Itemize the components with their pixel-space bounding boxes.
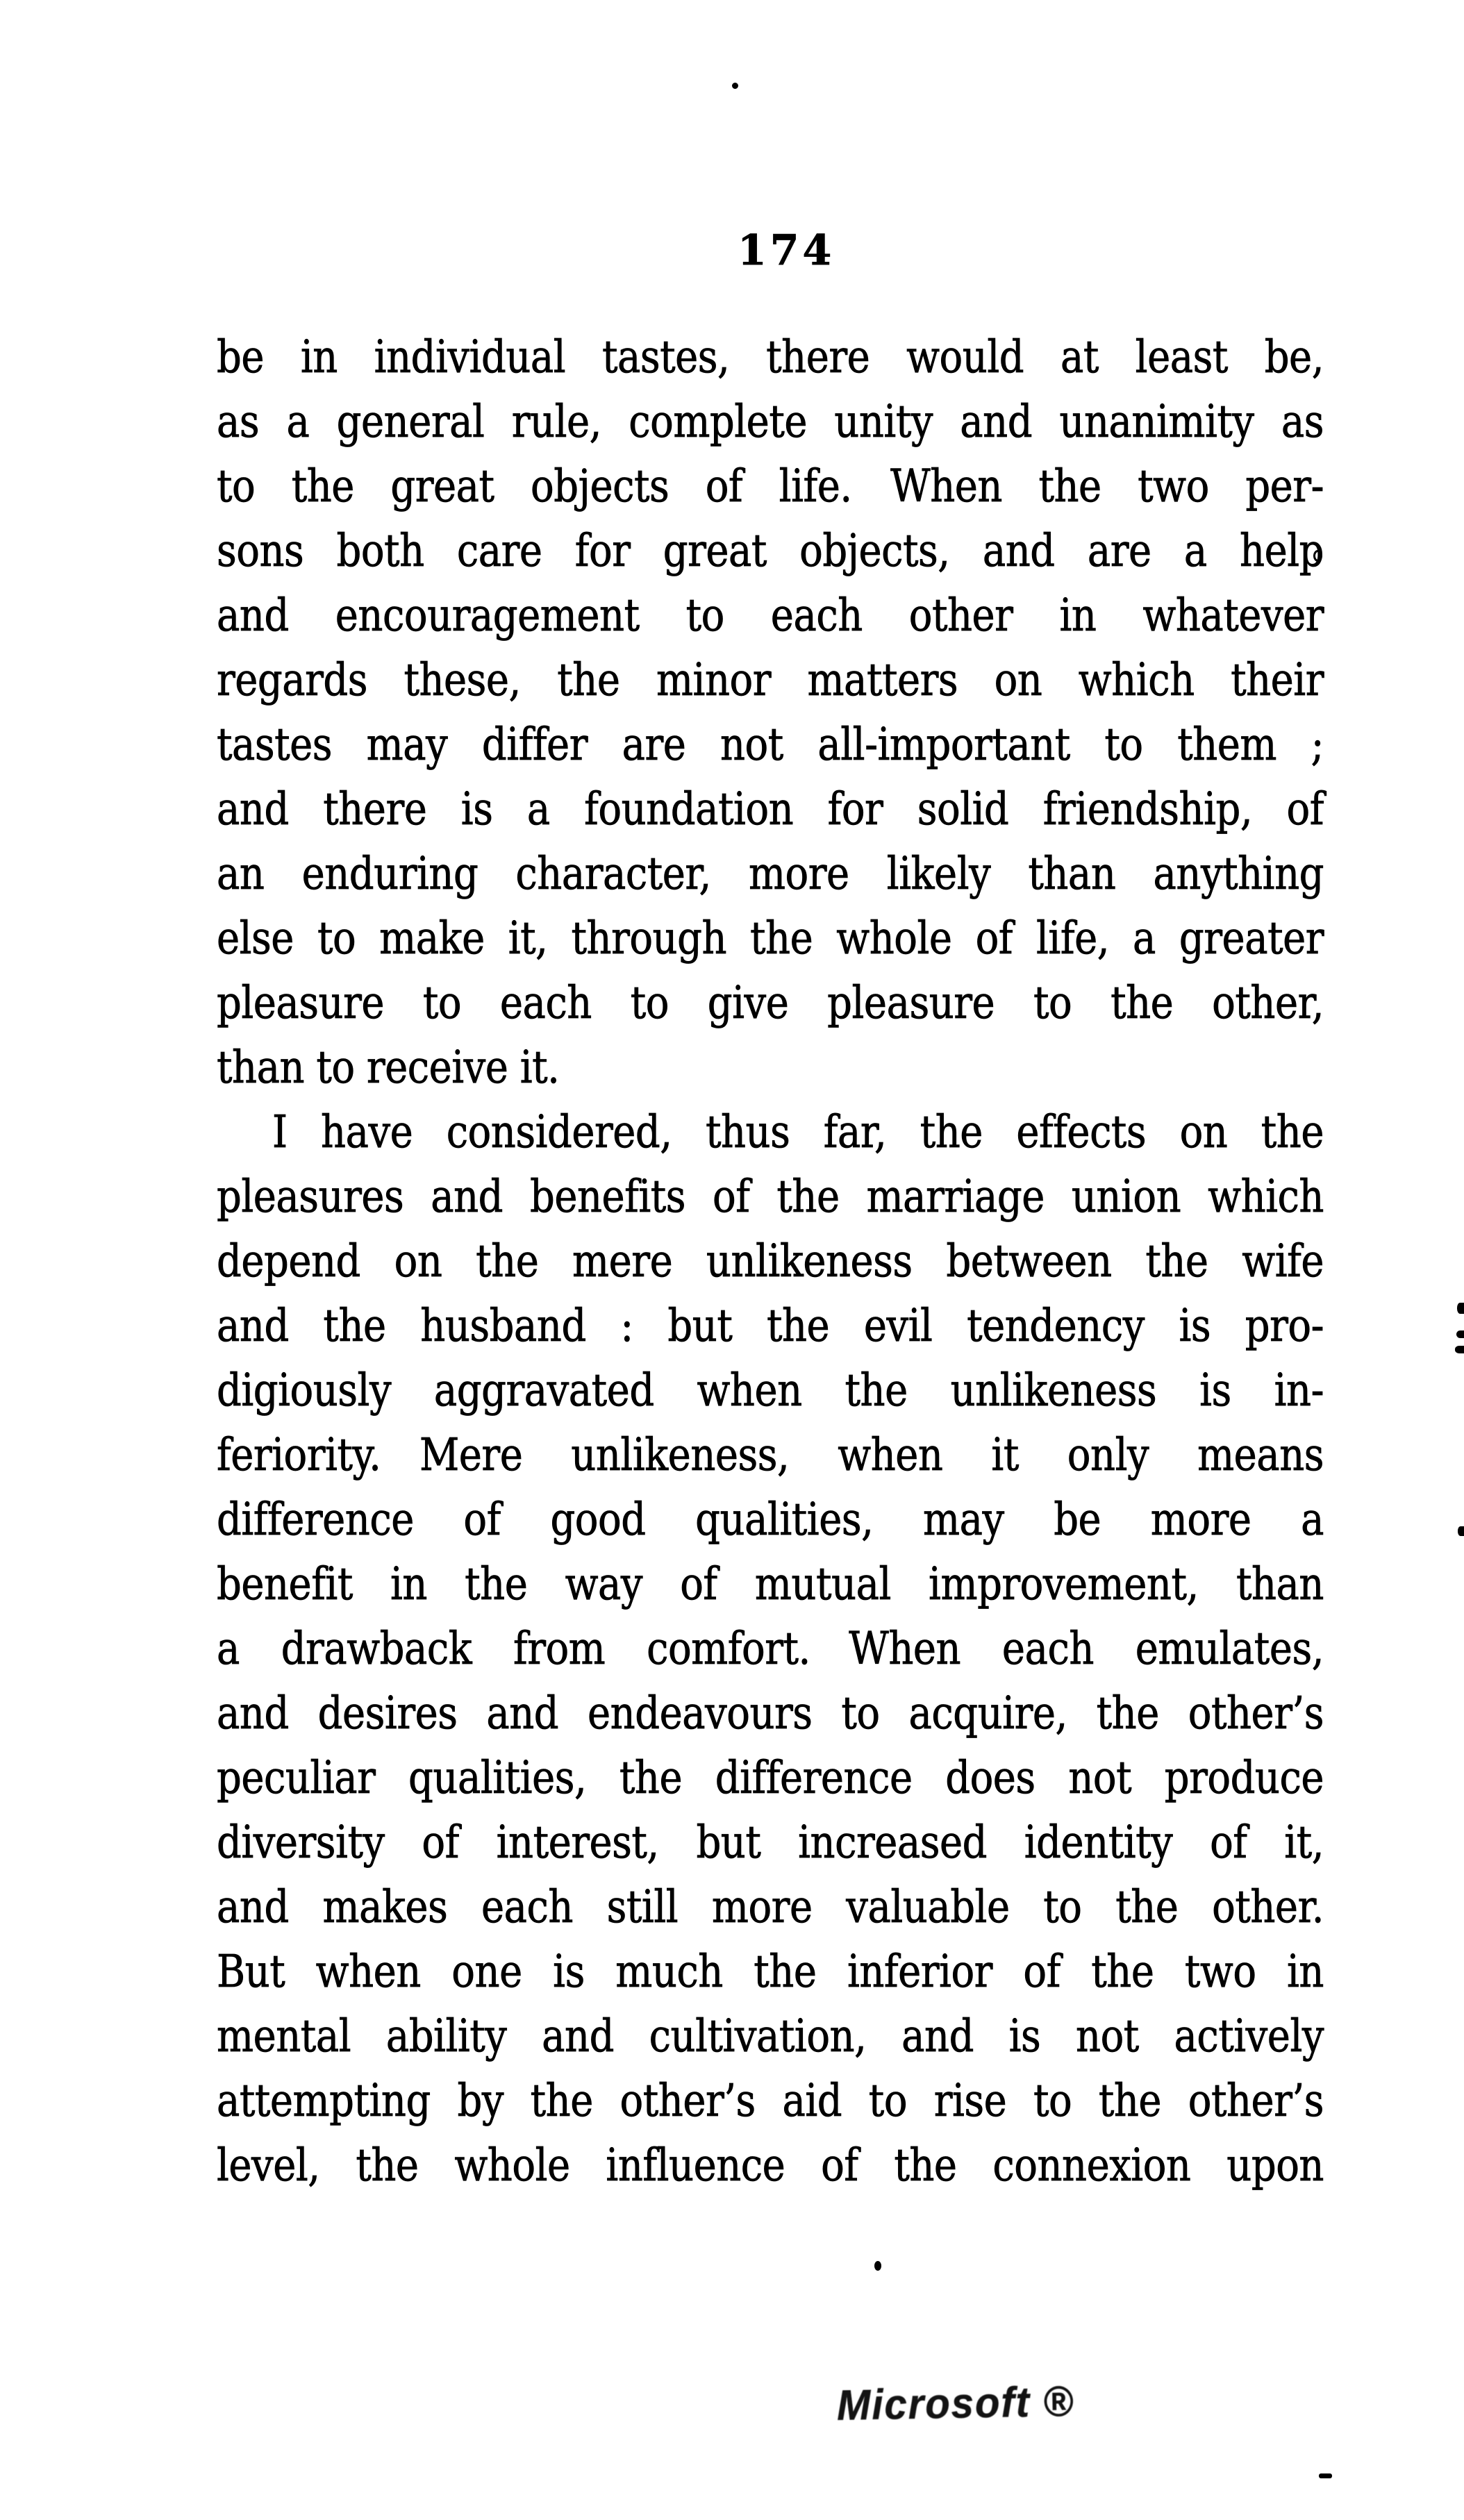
scan-speck [732, 83, 738, 89]
text-line: attempting by the other’s aid to rise to the other’s [217, 2075, 1324, 2127]
scan-speck [1313, 550, 1322, 562]
text-line: be in individual tastes, there would at least be, [217, 331, 1324, 383]
scan-edge-artifact [1455, 1346, 1464, 1353]
text-line: as a general rule, complete unity and unanimity as [217, 396, 1324, 448]
scan-edge-artifact [1458, 1526, 1464, 1536]
text-line: peculiar qualities, the difference does not produce [217, 1752, 1324, 1804]
text-line: I have considered, thus far, the effects on the [272, 1106, 1324, 1158]
page-number: 174 [738, 226, 835, 275]
text-line: and the husband : but the evil tendency is pro- [217, 1300, 1324, 1352]
text-line: depend on the mere unlikeness between the wife [217, 1235, 1324, 1287]
scan-edge-artifact [1456, 1330, 1464, 1338]
text-line: sons both care for great objects, and are a help [217, 525, 1324, 577]
text-line: level, the whole influence of the connexion upon [217, 2139, 1324, 2192]
text-line: feriority. Mere unlikeness, when it only means [217, 1429, 1324, 1481]
text-line: pleasures and benefits of the marriage union which [217, 1171, 1324, 1223]
text-line: an enduring character, more likely than anything [217, 848, 1324, 900]
text-line: than to receive it. [217, 1042, 560, 1094]
text-line: and encouragement to each other in whatever [217, 590, 1324, 642]
text-line: difference of good qualities, may be more a [217, 1494, 1324, 1546]
text-line: regards these, the minor matters on which their [217, 654, 1324, 706]
text-line: a drawback from comfort. When each emulates, [217, 1623, 1324, 1675]
text-line: and makes each still more valuable to the other. [217, 1881, 1324, 1933]
text-line: But when one is much the inferior of the two in [217, 1946, 1324, 1998]
text-line: and there is a foundation for solid friendship, of [217, 783, 1324, 835]
text-line: tastes may differ are not all-important to them ; [217, 719, 1324, 771]
page-body-text [217, 325, 1324, 2198]
text-line: diversity of interest, but increased identity of it, [217, 1817, 1324, 1869]
microsoft-watermark: Microsoft ® [836, 2378, 1075, 2430]
scan-speck [874, 2261, 881, 2271]
text-line: else to make it, through the whole of life, a greater [217, 912, 1324, 965]
text-line: benefit in the way of mutual improvement, than [217, 1558, 1324, 1610]
text-line: and desires and endeavours to acquire, the other’s [217, 1687, 1324, 1739]
text-line: to the great objects of life. When the two per- [217, 460, 1324, 512]
text-line: mental ability and cultivation, and is not actively [217, 2010, 1324, 2062]
text-line: pleasure to each to give pleasure to the other, [217, 977, 1324, 1029]
scan-speck [1319, 2473, 1332, 2478]
scan-edge-artifact [1457, 1303, 1464, 1314]
text-line: digiously aggravated when the unlikeness is in- [217, 1365, 1324, 1417]
